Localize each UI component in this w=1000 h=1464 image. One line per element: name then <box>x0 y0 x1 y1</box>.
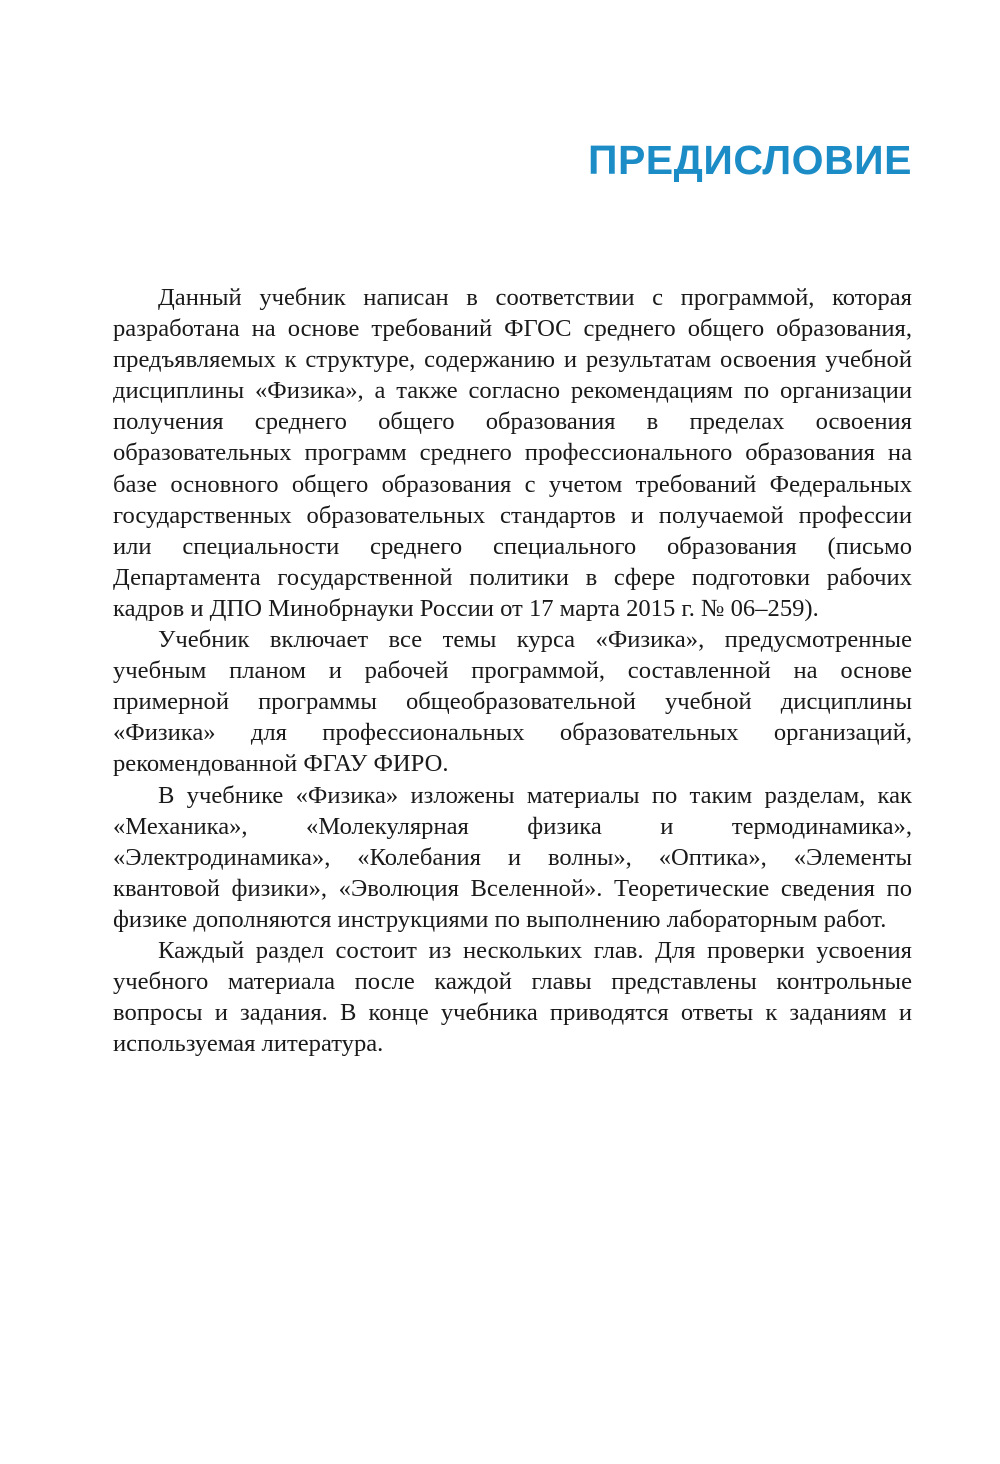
paragraph-2: Учебник включает все темы курса «Физика», предусмотренные учебным планом и рабочей программой, составленной на основе примерной программы общеобразовательной учебной дисциплины «Физика» для профессиональных образовательных организаций, рекомендованной ФГАУ ФИРО. <box>113 626 912 778</box>
paragraph-1: Данный учебник написан в соответствии с программой, которая разработана на основе требований ФГОС среднего общего образования, предъявляемых к структуре, содержанию и результатам освоения учебной дисциплины «Физика», а также согласно рекомендациям по организации получения среднего общего образования в пределах освоения образовательных программ среднего профессионального образования на базе основного общего образования с учетом требований Федеральных государственных образовательных стандартов и получаемой профессии или специальности среднего специального образования (письмо Департамента государственной политики в сфере подготовки рабочих кадров и ДПО Минобрнауки России от 17 марта 2015 г. № 06–259). <box>113 284 912 622</box>
paragraph-3: В учебнике «Физика» изложены материалы по таким разделам, как «Механика», «Молекулярная физика и термодинамика», «Электродинамика», «Колебания и волны», «Оптика», «Элементы квантовой физики», «Эволюция Вселенной». Теоретические сведения по физике дополняются инструкциями по выполнению лабораторным работ. <box>113 781 912 933</box>
paragraph-4: Каждый раздел состоит из нескольких глав. Для проверки усвоения учебного материала после каждой главы представлены контрольные вопросы и задания. В конце учебника приводятся ответы к заданиям и используемая литература. <box>113 936 912 1058</box>
page-title: ПРЕДИСЛОВИЕ <box>587 137 912 183</box>
body-text <box>113 282 912 1059</box>
